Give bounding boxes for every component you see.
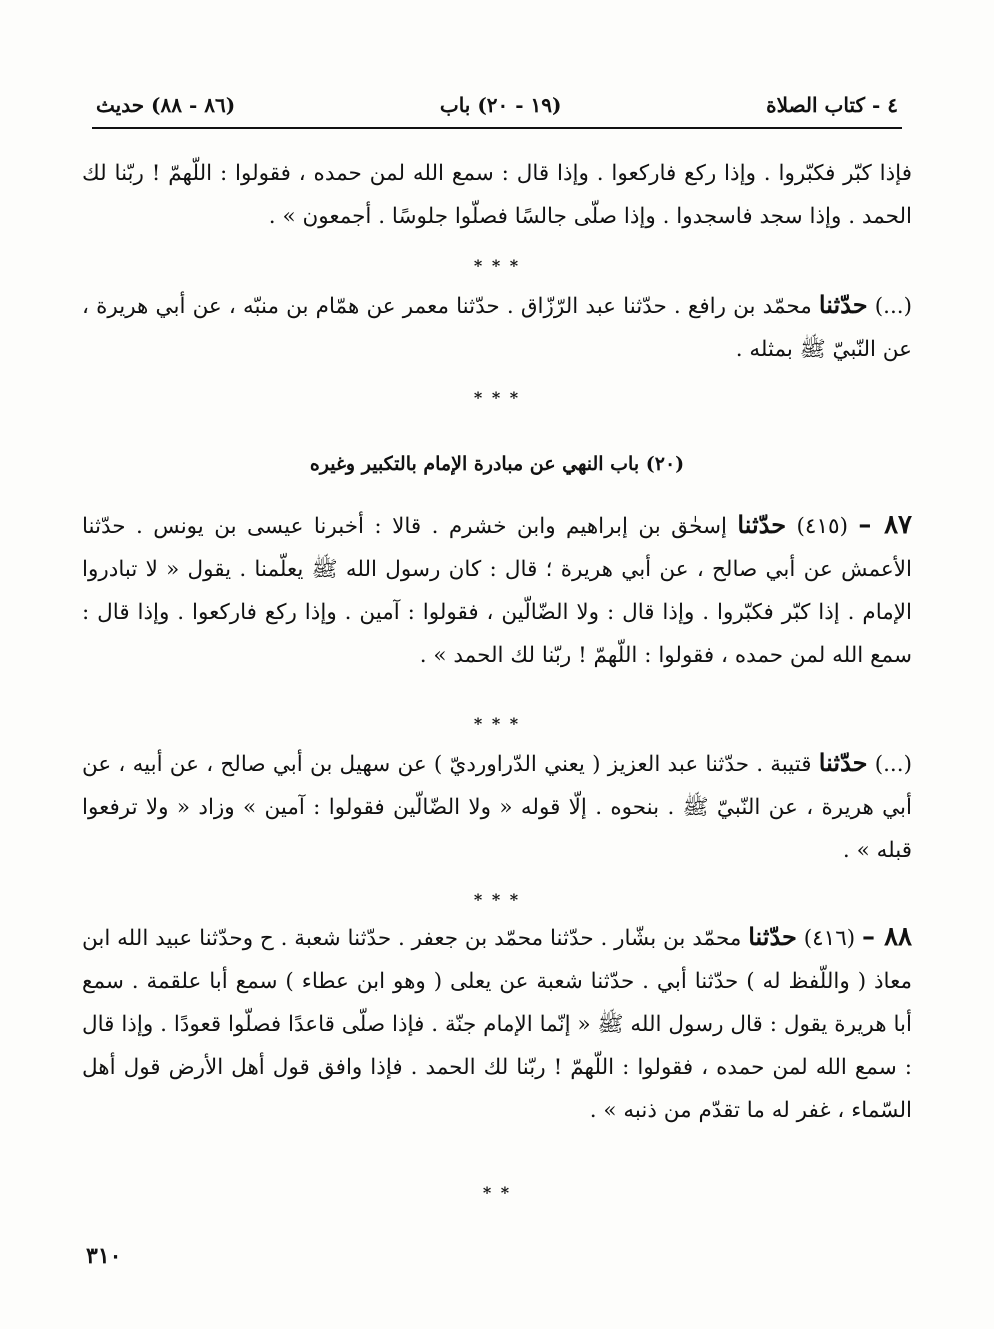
hadith-87 <box>82 503 912 677</box>
header-divider <box>92 127 902 129</box>
section-separator: * * * <box>473 714 521 733</box>
isnad-text: محمّد بن رافع . حدّثنا عبد الرّزّاق . حدّثنا معمر عن همّام بن منبّه ، عن أبي هريرة ، عن النّبيّ ﷺ بمثله . <box>82 294 912 362</box>
haddathana-word: حدّثنا <box>737 510 787 539</box>
running-header <box>96 88 898 122</box>
hadith-number: ٨٧ – <box>858 510 912 540</box>
page-number: ٣١٠ <box>86 1243 122 1269</box>
isnad-marker: (...) <box>874 752 912 777</box>
header-chapter-range: (١٩ - ٢٠) باب <box>439 93 562 117</box>
hadith-text: إسحٰق بن إبراهيم وابن خشرم . قالا : أخبرنا عيسى بن يونس . حدّثنا الأعمش عن أبي صالح ، عن أبي هريرة ؛ قال : كان رسول الله ﷺ يعلّمنا . يقول « لا تبادروا الإمام . إذا كبّر فكبّروا . وإذا قال : ولا الضّالّين ، فقولوا : آمين . وإذا ركع فاركعوا . وإذا قال : سمع الله لمن حمده ، فقولوا : اللّهمّ ! ربّنا لك الحمد » . <box>82 514 912 668</box>
section-separator: * * * <box>473 256 521 275</box>
isnad-marker: (...) <box>874 294 912 319</box>
hadith-reference: (٤١٦) <box>803 926 856 951</box>
hadith-text: محمّد بن بشّار . حدّثنا محمّد بن جعفر . حدّثنا شعبة . ح وحدّثنا عبيد الله ابن معاذ ( واللّفظ له ) حدّثنا أبي . حدّثنا شعبة عن يعلى ( وهو ابن عطاء ) سمع أبا علقمة . سمع أبا هريرة يقول : قال رسول الله ﷺ « إنّما الإمام جنّة . فإذا صلّى قاعدًا فصلّوا قعودًا . وإذا قال : سمع الله لمن حمده ، فقولوا : اللّهمّ ! ربّنا لك الحمد . فإذا وافق قول أهل الأرض قول أهل السّماء ، غفر له ما تقدّم من ذنبه » . <box>82 926 912 1123</box>
paragraph-isnad-2 <box>82 741 912 872</box>
paragraph-isnad-1 <box>82 283 912 371</box>
chapter-heading: (٢٠) باب النهي عن مبادرة الإمام بالتكبير وغيره <box>309 453 685 475</box>
header-book-title: ٤ - كتاب الصلاة <box>766 93 898 117</box>
section-separator: * * <box>482 1183 512 1202</box>
header-hadith-range: (٨٦ - ٨٨) حديث <box>96 93 236 117</box>
haddathana-word: حدّثنا <box>818 748 868 777</box>
hadith-reference: (٤١٥) <box>796 514 848 539</box>
hadith-88 <box>82 915 912 1132</box>
section-separator: * * * <box>473 388 521 407</box>
hadith-number: ٨٨ – <box>862 922 912 952</box>
haddathana-word: حدّثنا <box>748 922 797 951</box>
paragraph-continuation: فإذا كبّر فكبّروا . وإذا ركع فاركعوا . وإذا قال : سمع الله لمن حمده ، فقولوا : اللّهمّ ! ربّنا لك الحمد . وإذا سجد فاسجدوا . وإذا صلّى جالسًا فصلّوا جلوسًا . أجمعون » . <box>82 161 912 229</box>
section-separator: * * * <box>473 890 521 909</box>
isnad-text: قتيبة . حدّثنا عبد العزيز ( يعني الدّراورديّ ) عن سهيل بن أبي صالح ، عن أبيه ، عن أبي هريرة ، عن النّبيّ ﷺ . بنحوه . إلّا قوله « ولا الضّالّين فقولوا : آمين » وزاد « ولا ترفعوا قبله » . <box>82 752 912 863</box>
haddathana-word: حدّثنا <box>818 290 868 319</box>
